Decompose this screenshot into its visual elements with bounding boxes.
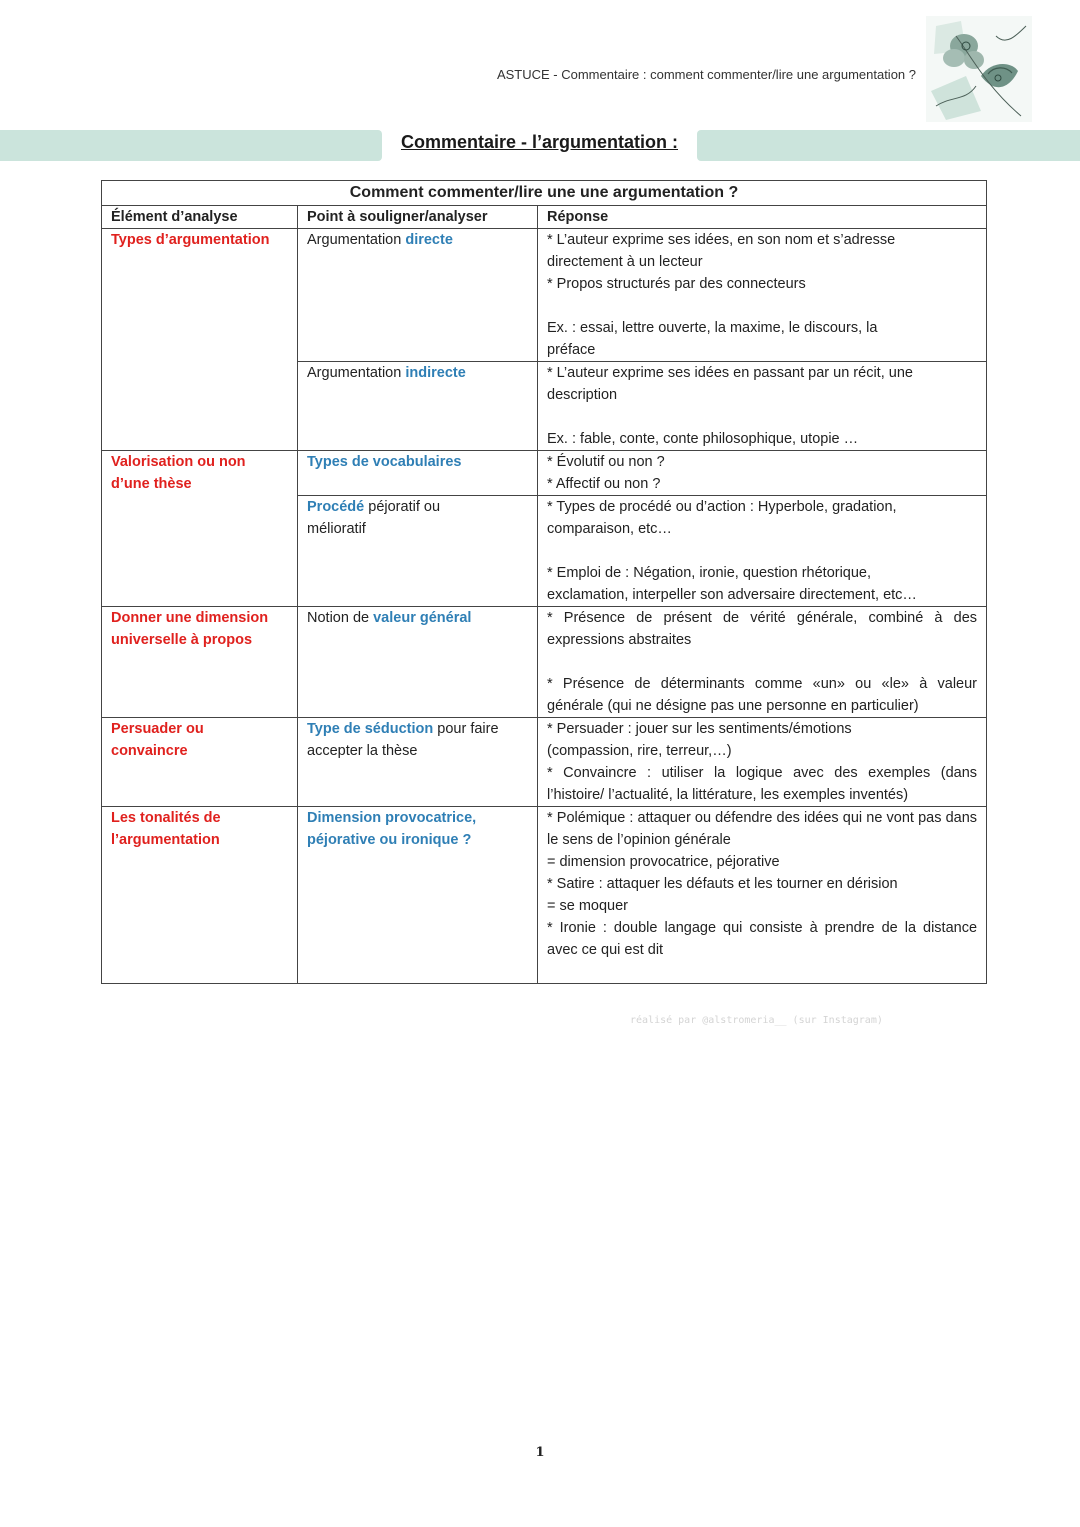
answer-line: * L’auteur exprime ses idées en passant par un récit, une bbox=[547, 365, 913, 381]
answer-line: Ex. : essai, lettre ouverte, la maxime, le discours, la bbox=[547, 320, 878, 336]
element-label: convaincre bbox=[111, 743, 188, 759]
point-keyword: Procédé bbox=[307, 499, 365, 515]
answer-line: * Présence de présent de vérité générale, combiné à des expressions abstraites bbox=[547, 610, 978, 648]
point-text: pour faire bbox=[433, 721, 499, 737]
table-caption-row bbox=[102, 181, 987, 206]
answer-line: = dimension provocatrice, péjorative bbox=[547, 854, 780, 870]
answer-cell bbox=[538, 718, 987, 807]
point-cell bbox=[298, 362, 538, 451]
answer-line: * Emploi de : Négation, ironie, question rhétorique, bbox=[547, 565, 872, 581]
point-keyword: Types de vocabulaires bbox=[307, 454, 462, 470]
point-keyword: valeur général bbox=[373, 610, 472, 626]
element-label: Types d’argumentation bbox=[111, 232, 270, 248]
table-caption: Comment commenter/lire une une argumentation ? bbox=[102, 181, 987, 206]
answer-line: * Persuader : jouer sur les sentiments/émotions bbox=[547, 721, 852, 737]
element-cell bbox=[102, 229, 298, 451]
element-cell bbox=[102, 451, 298, 607]
element-label: d’une thèse bbox=[111, 476, 192, 492]
answer-line: * Convaincre : utiliser la logique avec des exemples (dans l’histoire/ l’actualité, la littérature, les exemples inventés) bbox=[547, 765, 978, 803]
answer-line: directement à un lecteur bbox=[547, 254, 703, 270]
answer-line: * Propos structurés par des connecteurs bbox=[547, 276, 806, 292]
column-header: Élément d’analyse bbox=[102, 206, 298, 229]
column-header: Point à souligner/analyser bbox=[298, 206, 538, 229]
answer-line: Ex. : fable, conte, conte philosophique, utopie … bbox=[547, 431, 859, 447]
answer-cell bbox=[538, 807, 987, 984]
answer-line: = se moquer bbox=[547, 898, 629, 914]
element-label: Persuader ou bbox=[111, 721, 204, 737]
answer-line: exclamation, interpeller son adversaire directement, etc… bbox=[547, 587, 917, 603]
table-header-row bbox=[102, 206, 987, 229]
element-cell bbox=[102, 718, 298, 807]
point-keyword: Dimension provocatrice, bbox=[307, 810, 477, 826]
answer-cell bbox=[538, 607, 987, 718]
point-text: accepter la thèse bbox=[307, 743, 418, 759]
point-cell bbox=[298, 807, 538, 984]
point-text: mélioratif bbox=[307, 521, 366, 537]
argumentation-table bbox=[101, 180, 987, 984]
point-text: Argumentation bbox=[307, 232, 406, 248]
answer-cell bbox=[538, 451, 987, 496]
answer-cell bbox=[538, 496, 987, 607]
answer-line: * L’auteur exprime ses idées, en son nom et s’adresse bbox=[547, 232, 896, 248]
table-row bbox=[102, 451, 987, 496]
answer-line: * Présence de déterminants comme «un» ou «le» à valeur générale (qui ne désigne pas une personne en particulier) bbox=[547, 676, 978, 714]
leaf-sketch-icon bbox=[926, 16, 1032, 122]
answer-line: * Types de procédé ou d’action : Hyperbole, gradation, bbox=[547, 499, 897, 515]
title-band-right bbox=[697, 130, 1080, 161]
answer-line: * Polémique : attaquer ou défendre des idées qui ne vont pas dans le sens de l’opinion générale bbox=[547, 810, 978, 848]
point-keyword: péjorative ou ironique ? bbox=[307, 832, 472, 848]
element-label: l’argumentation bbox=[111, 832, 220, 848]
answer-line: * Satire : attaquer les défauts et les tourner en dérision bbox=[547, 876, 898, 892]
table-row bbox=[102, 718, 987, 807]
answer-cell bbox=[538, 362, 987, 451]
answer-cell bbox=[538, 229, 987, 362]
column-header: Réponse bbox=[538, 206, 987, 229]
table-row bbox=[102, 607, 987, 718]
page-title: Commentaire - l’argumentation : bbox=[400, 132, 679, 152]
answer-line: * Affectif ou non ? bbox=[547, 476, 661, 492]
title-band-left bbox=[0, 130, 382, 161]
table-row bbox=[102, 229, 987, 362]
credit-watermark: réalisé par @alstromeria__ (sur Instagram) bbox=[630, 1015, 883, 1026]
table-row bbox=[102, 807, 987, 984]
point-text: péjoratif ou bbox=[364, 499, 441, 515]
answer-line: préface bbox=[547, 342, 596, 358]
point-cell bbox=[298, 496, 538, 607]
point-cell bbox=[298, 451, 538, 496]
point-cell bbox=[298, 607, 538, 718]
point-keyword: indirecte bbox=[405, 365, 466, 381]
point-text: Argumentation bbox=[307, 365, 406, 381]
point-keyword: directe bbox=[405, 232, 453, 248]
element-label: universelle à propos bbox=[111, 632, 253, 648]
element-label: Valorisation ou non bbox=[111, 454, 246, 470]
answer-line: * Ironie : double langage qui consiste à prendre de la distance avec ce qui est dit bbox=[547, 920, 978, 958]
point-cell bbox=[298, 229, 538, 362]
running-header: ASTUCE - Commentaire : comment commenter/lire une argumentation ? bbox=[496, 67, 916, 82]
element-label: Les tonalités de bbox=[111, 810, 221, 826]
point-cell bbox=[298, 718, 538, 807]
answer-line: comparaison, etc… bbox=[547, 521, 672, 537]
element-label: Donner une dimension bbox=[111, 610, 269, 626]
answer-line: (compassion, rire, terreur,…) bbox=[547, 743, 732, 759]
point-keyword: Type de séduction bbox=[307, 721, 434, 737]
page-number: 1 bbox=[535, 1445, 545, 1460]
point-text: Notion de bbox=[307, 610, 374, 626]
answer-line: description bbox=[547, 387, 618, 403]
answer-line: * Évolutif ou non ? bbox=[547, 454, 665, 470]
element-cell bbox=[102, 807, 298, 984]
element-cell bbox=[102, 607, 298, 718]
